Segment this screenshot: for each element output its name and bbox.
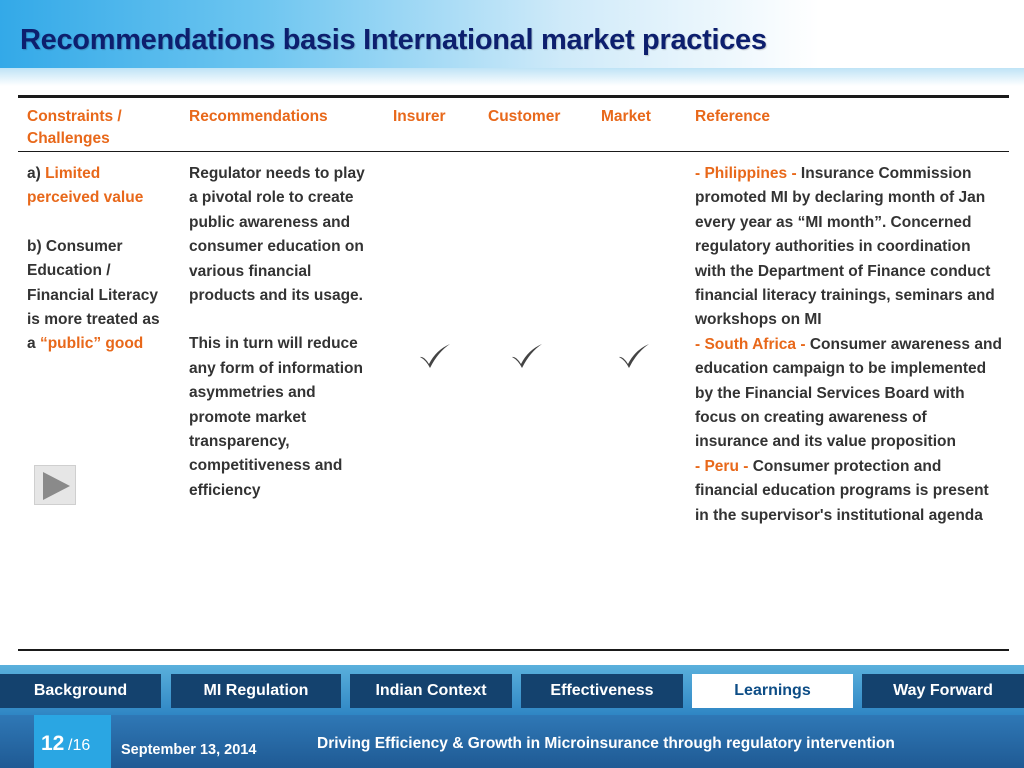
market-check-icon: [617, 342, 651, 370]
play-button[interactable]: [34, 465, 76, 505]
insurer-check-icon: [418, 342, 452, 370]
header-reference: Reference: [695, 108, 770, 125]
reference-text: Consumer protection and financial education programs is present in the supervisor's institutional agenda: [695, 457, 989, 524]
play-icon: [40, 470, 72, 502]
tab-learnings[interactable]: Learnings: [692, 674, 853, 708]
table-header-row: [18, 98, 1009, 152]
footer-bar: [0, 715, 1024, 768]
header-insurer: Insurer: [393, 108, 446, 125]
current-page-number: 12: [41, 732, 65, 755]
reference-country: - South Africa -: [695, 335, 810, 353]
footer-caption: Driving Efficiency & Growth in Microinsurance through regulatory intervention: [317, 735, 895, 752]
tab-way-forward[interactable]: Way Forward: [862, 674, 1024, 708]
footer-date: September 13, 2014: [121, 742, 257, 758]
section-nav-bar: [0, 665, 1024, 715]
reference-country: - Philippines -: [695, 165, 801, 182]
reference-cell: [695, 162, 1003, 528]
tab-mi-regulation[interactable]: MI Regulation: [171, 674, 341, 708]
constraint-b: [27, 235, 171, 357]
tab-background[interactable]: Background: [0, 674, 161, 708]
header-market: Market: [601, 108, 651, 125]
header-constraints: Constraints / Challenges: [27, 108, 122, 147]
page-indicator: [34, 715, 111, 768]
customer-check-icon: [510, 342, 544, 370]
constraint-a-prefix: a): [27, 165, 46, 182]
recommendation-para-1: Regulator needs to play a pivotal role to create public awareness and consumer education on various financial products and its usage.: [189, 165, 365, 305]
recommendations-table: [18, 95, 1009, 651]
constraint-a: [27, 162, 171, 211]
reference-peru: [695, 455, 1003, 528]
header-customer: Customer: [488, 108, 561, 125]
recommendations-cell: [189, 162, 377, 503]
recommendation-para-2: This in turn will reduce any form of information asymmetries and promote market transparency, competitiveness and efficiency: [189, 335, 363, 499]
reference-country: - Peru -: [695, 457, 753, 475]
header-recommendations: Recommendations: [189, 108, 328, 125]
constraint-b-text: b) Consumer Education / Financial Literacy is more treated as a: [27, 237, 160, 353]
constraint-b-highlight: “public” good: [39, 335, 144, 353]
reference-philippines: [695, 162, 1003, 333]
reference-text: Insurance Commission promoted MI by declaring month of Jan every year as “MI month”. Concerned regulatory authorities in coordination with the Department of Finance conduct financial literacy trainings, seminars and workshops on MI: [695, 165, 995, 329]
constraint-a-highlight: Limited perceived value: [27, 165, 144, 207]
page-title: Recommendations basis International market practices: [20, 24, 767, 56]
reference-south-africa: [695, 333, 1003, 455]
tab-effectiveness[interactable]: Effectiveness: [521, 674, 683, 708]
constraints-cell: [27, 162, 171, 357]
total-pages: /16: [68, 737, 91, 754]
reference-text: Consumer awareness and education campaign to be implemented by the Financial Services Board with focus on creating awareness of insurance and its value proposition: [695, 335, 1002, 451]
tab-indian-context[interactable]: Indian Context: [350, 674, 512, 708]
